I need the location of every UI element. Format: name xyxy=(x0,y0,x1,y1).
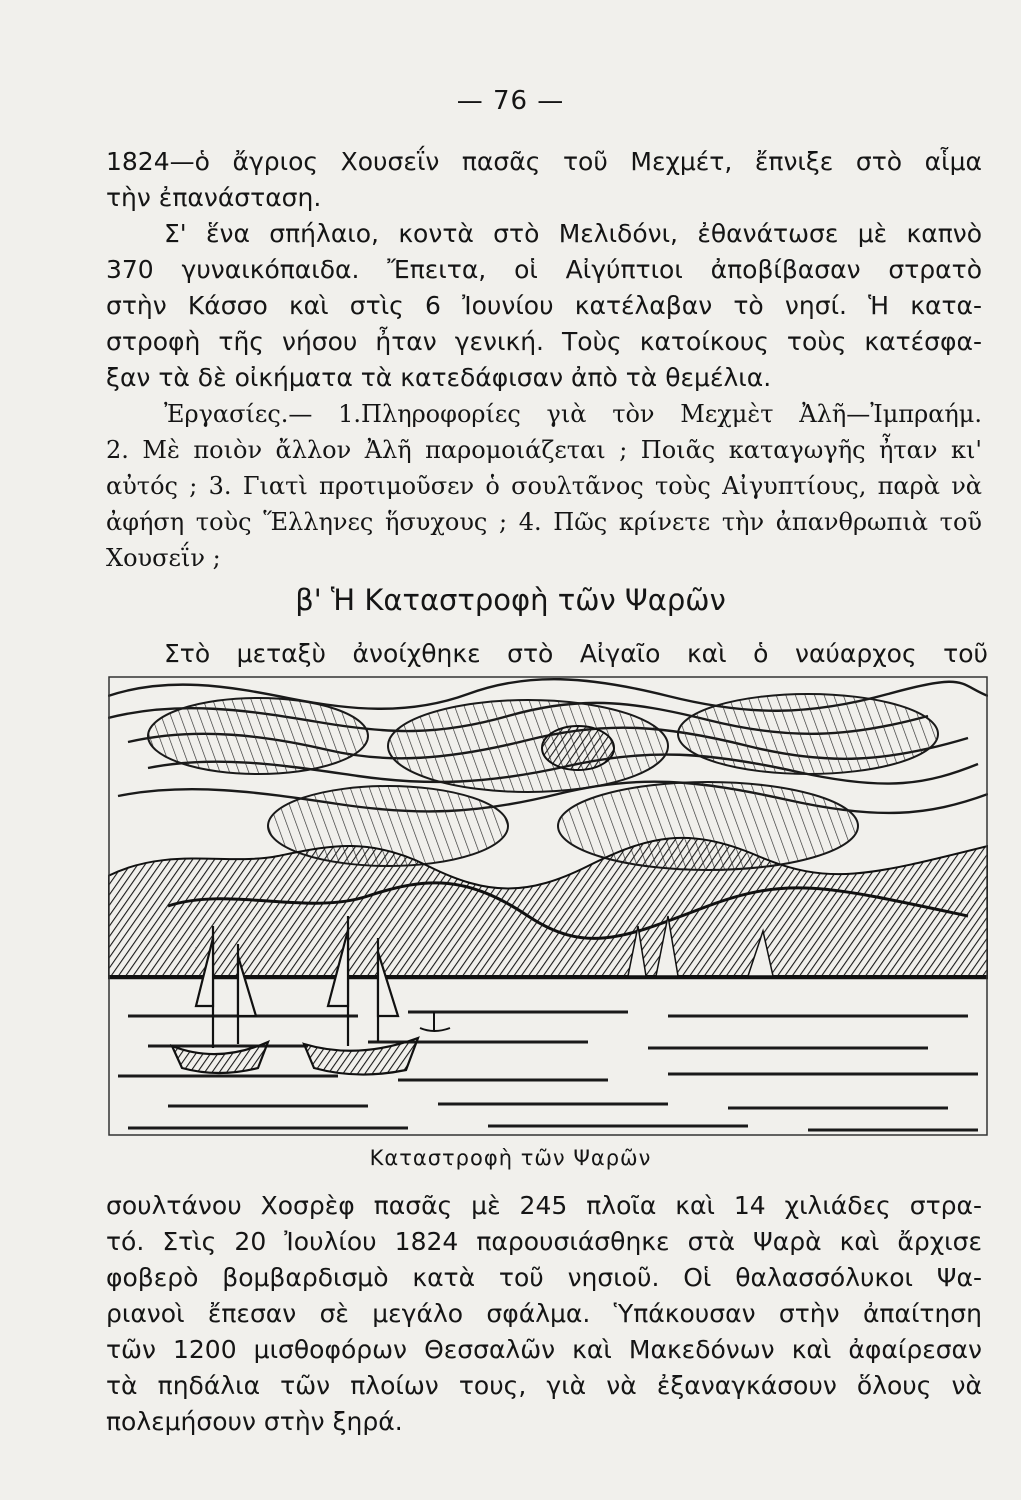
illustration-destruction-of-psara xyxy=(108,676,988,1136)
text-line: ριανοὶ ἔπεσαν σὲ μεγάλο σφάλμα. Ὑπάκουσαν στὴν ἀπαίτηση xyxy=(106,1299,982,1328)
section-heading: β' Ἡ Καταστροφὴ τῶν Ψαρῶν xyxy=(295,583,726,617)
text-line: τὰ πηδάλια τῶν πλοίων τους, γιὰ νὰ ἐξαναγκάσουν ὅλους νὰ xyxy=(106,1371,982,1400)
exercise-line: 2. Μὲ ποιὸν ἄλλον Ἀλῆ παρομοιάζεται ; Ποιᾶς καταγωγῆς ἦταν κι' xyxy=(106,436,982,464)
text-line: στροφὴ τῆς νήσου ἦταν γενική. Τοὺς κατοίκους τοὺς κατέσφα- xyxy=(106,327,982,356)
text-line: Σ' ἕνα σπήλαιο, κοντὰ στὸ Μελιδόνι, ἐθανάτωσε μὲ καπνὸ xyxy=(164,219,982,248)
text-line: σουλτάνου Χοσρὲφ πασᾶς μὲ 245 πλοῖα καὶ 14 χιλιάδες στρα- xyxy=(106,1191,982,1220)
exercise-line: ἀφήση τοὺς Ἕλληνες ἥσυχους ; 4. Πῶς κρίνετε τὴν ἀπανθρωπιὰ τοῦ xyxy=(106,508,982,536)
text-line: πολεμήσουν στὴν ξηρά. xyxy=(106,1407,403,1436)
text-line: ξαν τὰ δὲ οἰκήματα τὰ κατεδάφισαν ἀπὸ τὰ θεμέλια. xyxy=(106,363,772,392)
figure-caption: Καταστροφὴ τῶν Ψαρῶν xyxy=(369,1146,652,1170)
page-number: — 76 — xyxy=(456,86,565,116)
text-line: 1824—ὁ ἄγριος Χουσεΐν πασᾶς τοῦ Μεχμέτ, ἔπνιξε στὸ αἷμα xyxy=(106,147,982,176)
text-line: τῶν 1200 μισθοφόρων Θεσσαλῶν καὶ Μακεδόνων καὶ ἀφαίρεσαν xyxy=(106,1335,982,1364)
text-line: 370 γυναικόπαιδα. Ἔπειτα, οἱ Αἰγύπτιοι ἀποβίβασαν στρατὸ xyxy=(106,255,982,284)
exercise-line: αὐτός ; 3. Γιατὶ προτιμοῦσεν ὁ σουλτᾶνος τοὺς Αἰγυπτίους, παρὰ νὰ xyxy=(106,472,982,500)
text-line: τὴν ἐπανάσταση. xyxy=(106,183,322,212)
text-line: στὴν Κάσσο καὶ στὶς 6 Ἰουνίου κατέλαβαν τὸ νησί. Ἡ κατα- xyxy=(106,291,982,320)
text-line: τό. Στὶς 20 Ἰουλίου 1824 παρουσιάσθηκε στὰ Ψαρὰ καὶ ἄρχισε xyxy=(106,1227,982,1256)
text-line: φοβερὸ βομβαρδισμὸ κατὰ τοῦ νησιοῦ. Οἱ θαλασσόλυκοι Ψα- xyxy=(106,1263,982,1292)
exercise-line: Χουσεΐν ; xyxy=(106,544,221,572)
section-first-line: Στὸ μεταξὺ ἀνοίχθηκε στὸ Αἰγαῖο καὶ ὁ ναύαρχος τοῦ xyxy=(164,639,988,668)
exercise-line: Ἐργασίες.— 1.Πληροφορίες γιὰ τὸν Μεχμὲτ Ἀλῆ—Ἰμπραήμ. xyxy=(164,400,982,428)
